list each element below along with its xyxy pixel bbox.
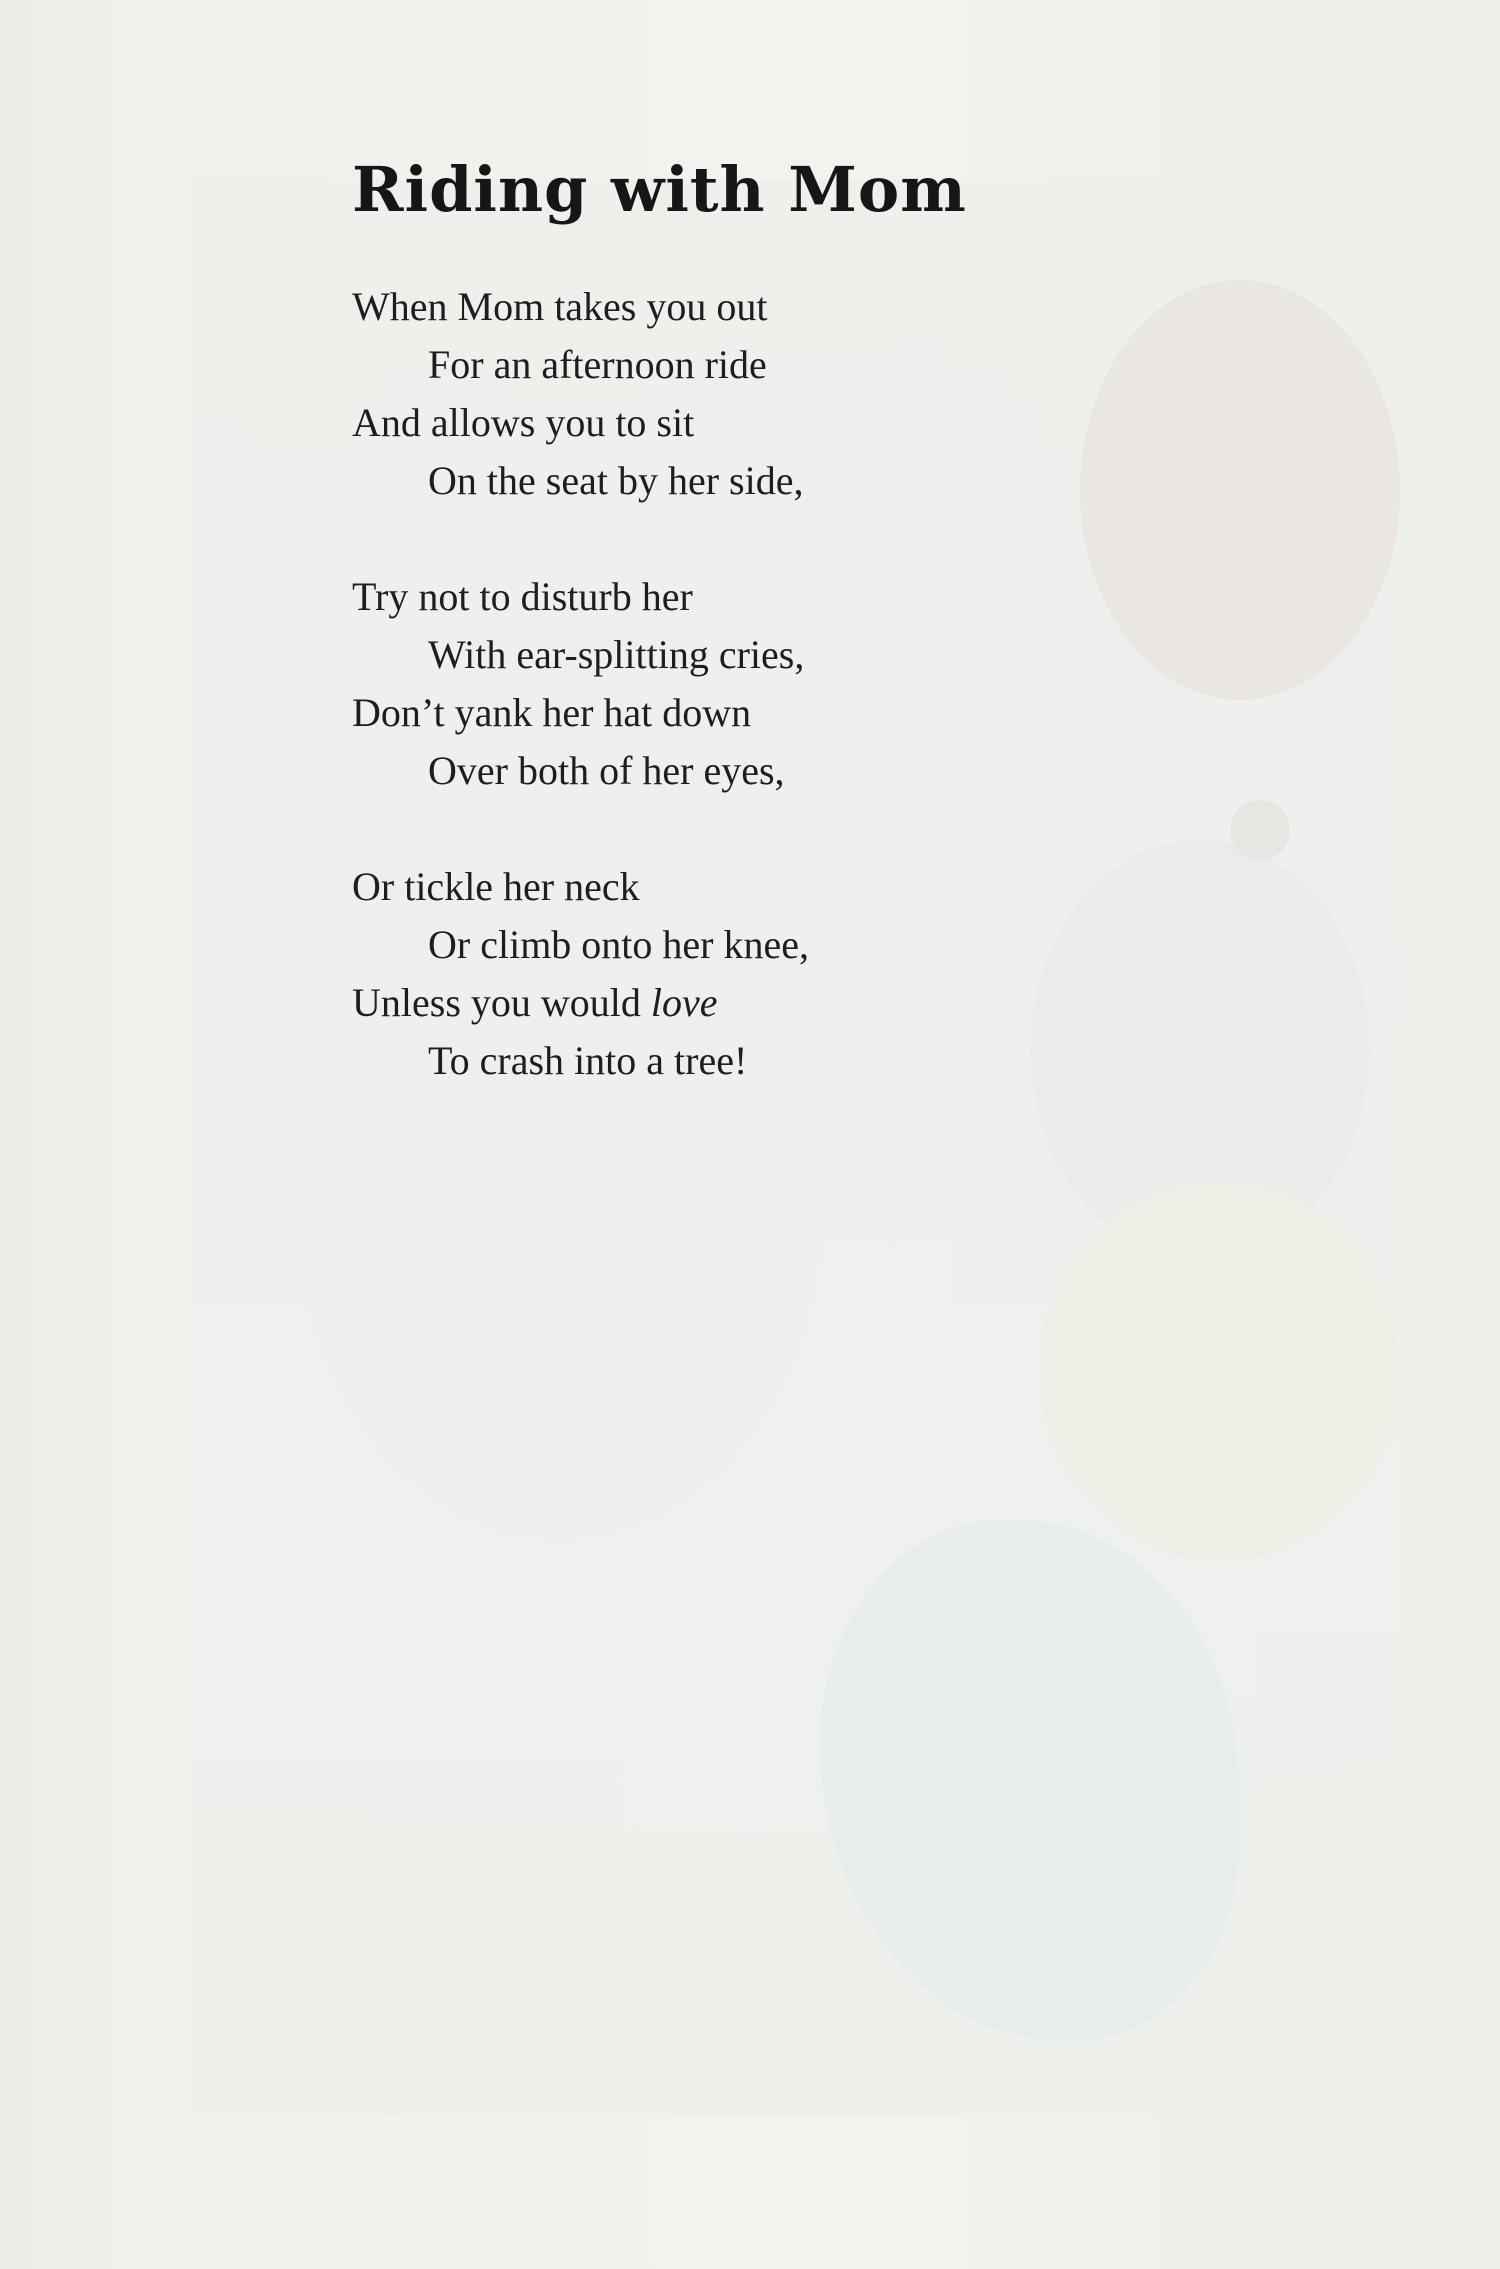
poem-line: For an afternoon ride xyxy=(428,342,767,387)
poem-line: Or climb onto her knee, xyxy=(428,922,809,967)
poem-line-text: Unless you would xyxy=(352,980,651,1025)
poem-line: Over both of her eyes, xyxy=(428,748,785,793)
faded-illustration-shape xyxy=(1040,1180,1400,1560)
poem xyxy=(352,150,1252,1148)
poem-title: Riding with Mom xyxy=(352,153,967,226)
stanza-3 xyxy=(352,858,1252,1090)
poem-line: With ear-splitting cries, xyxy=(428,632,805,677)
poem-line-with-italic xyxy=(352,974,1252,1032)
poem-line: Or tickle her neck xyxy=(352,864,640,909)
poem-line: On the seat by her side, xyxy=(428,458,804,503)
poem-line: To crash into a tree! xyxy=(428,1038,748,1083)
poem-line: Try not to disturb her xyxy=(352,574,693,619)
poem-line: When Mom takes you out xyxy=(352,284,768,329)
stanza-1 xyxy=(352,278,1252,510)
stanza-2 xyxy=(352,568,1252,800)
poem-line: Don’t yank her hat down xyxy=(352,690,752,735)
poem-line: And allows you to sit xyxy=(352,400,695,445)
italic-word: love xyxy=(650,980,718,1025)
